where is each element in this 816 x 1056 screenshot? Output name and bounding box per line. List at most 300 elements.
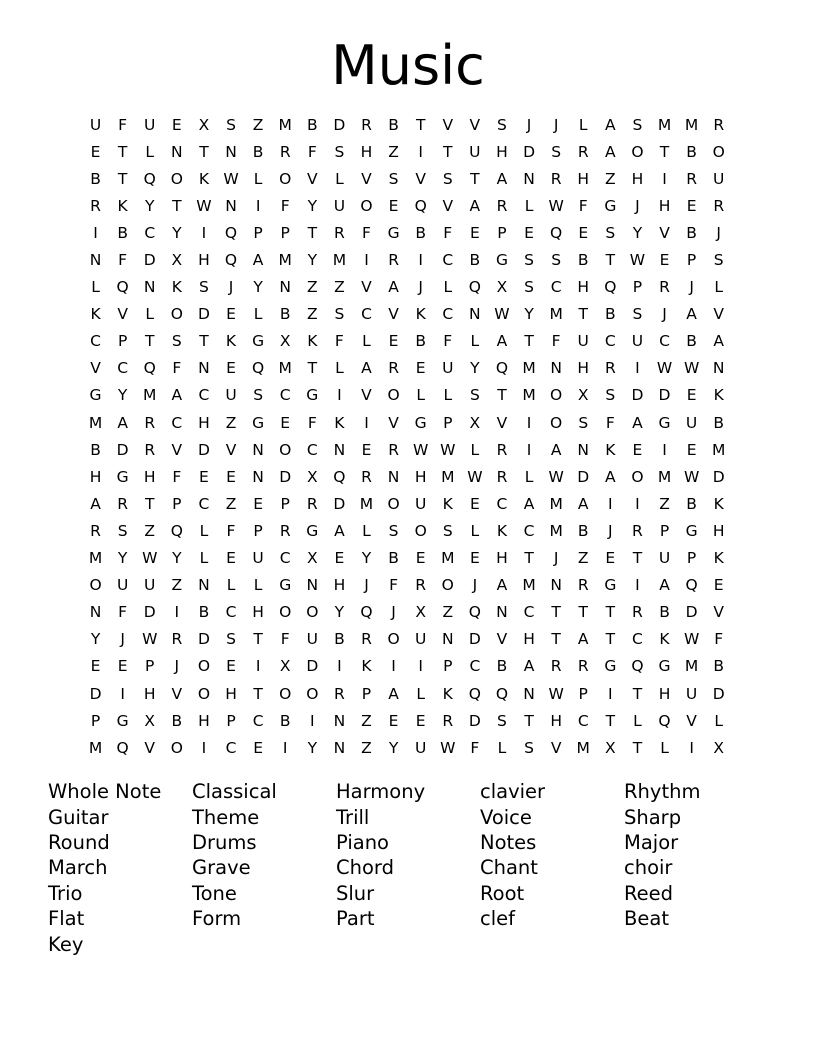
grid-letter: K	[415, 305, 426, 324]
grid-letter: R	[496, 196, 508, 215]
grid-letter: W	[494, 305, 510, 324]
grid-letter: D	[712, 467, 725, 486]
grid-letter: D	[712, 684, 725, 703]
word-item: Chord	[336, 856, 394, 880]
grid-letter: D	[523, 142, 536, 161]
grid-letter: R	[171, 630, 183, 649]
grid-letter: E	[415, 359, 426, 378]
grid-letter: Z	[225, 413, 237, 432]
grid-letter: W	[467, 467, 483, 486]
grid-letter: W	[142, 549, 158, 568]
grid-letter: M	[522, 576, 536, 595]
grid-letter: V	[90, 359, 101, 378]
grid-letter: L	[145, 305, 155, 324]
word-item: Round	[48, 830, 110, 854]
grid-letter: K	[713, 549, 724, 568]
grid-letter: V	[496, 630, 508, 649]
grid-letter: A	[496, 576, 508, 595]
grid-letter: E	[253, 494, 263, 513]
grid-row	[82, 301, 732, 328]
grid-letter: R	[334, 684, 345, 703]
grid-letter: F	[172, 359, 182, 378]
grid-letter: S	[632, 305, 643, 324]
grid-letter: C	[198, 494, 210, 513]
grid-letter: Q	[468, 684, 481, 703]
grid-letter: Q	[468, 603, 481, 622]
grid-letter: R	[632, 603, 643, 622]
grid-letter: Q	[116, 278, 129, 297]
grid-letter: K	[713, 494, 724, 513]
grid-letter: V	[713, 305, 724, 324]
letter-grid	[82, 111, 732, 761]
grid-letter: D	[685, 603, 698, 622]
grid-row	[82, 734, 732, 761]
grid-letter: Z	[171, 576, 183, 595]
grid-letter: M	[332, 251, 347, 270]
grid-letter: I	[282, 738, 288, 757]
word-row	[48, 830, 788, 855]
grid-row	[82, 463, 732, 490]
grid-row	[82, 246, 732, 273]
grid-letter: O	[170, 169, 183, 188]
grid-letter: Y	[90, 630, 101, 649]
grid-letter: L	[470, 332, 480, 351]
grid-letter: M	[88, 738, 103, 757]
grid-letter: O	[170, 305, 183, 324]
grid-letter: Q	[631, 657, 644, 676]
grid-letter: T	[199, 142, 209, 161]
grid-letter: G	[252, 332, 265, 351]
grid-letter: Y	[172, 223, 182, 242]
grid-letter: I	[608, 684, 613, 703]
grid-letter: Y	[361, 549, 372, 568]
grid-letter: H	[198, 711, 210, 730]
grid-letter: E	[280, 413, 291, 432]
grid-letter: A	[523, 657, 535, 676]
grid-letter: N	[306, 576, 319, 595]
word-item: Reed	[624, 881, 674, 905]
grid-letter: I	[418, 657, 423, 676]
grid-letter: K	[496, 521, 508, 540]
grid-letter: V	[686, 711, 697, 730]
grid-letter: N	[89, 251, 102, 270]
grid-letter: A	[659, 576, 670, 595]
grid-letter: J	[120, 630, 125, 649]
grid-letter: D	[468, 630, 481, 649]
grid-letter: C	[604, 332, 616, 351]
grid-letter: S	[171, 332, 182, 351]
grid-letter: P	[90, 711, 101, 730]
grid-letter: D	[197, 630, 210, 649]
grid-letter: F	[551, 332, 561, 351]
grid-letter: S	[497, 115, 507, 134]
grid-letter: B	[171, 711, 183, 730]
grid-letter: I	[337, 657, 342, 676]
grid-letter: I	[526, 440, 532, 459]
grid-letter: U	[577, 332, 589, 351]
grid-letter: S	[551, 251, 562, 270]
grid-letter: X	[171, 251, 183, 270]
grid-letter: O	[197, 684, 211, 703]
grid-letter: N	[171, 142, 183, 161]
grid-letter: N	[333, 440, 346, 459]
grid-letter: V	[171, 684, 183, 703]
grid-letter: N	[523, 169, 535, 188]
grid-letter: B	[686, 494, 697, 513]
grid-letter: J	[608, 521, 613, 540]
grid-letter: I	[255, 657, 261, 676]
grid-letter: L	[497, 738, 507, 757]
grid-letter: P	[686, 549, 697, 568]
grid-letter: R	[713, 196, 725, 215]
grid-letter: T	[551, 603, 561, 622]
grid-letter: S	[199, 278, 209, 297]
grid-letter: E	[388, 332, 399, 351]
grid-letter: K	[117, 196, 128, 215]
grid-letter: T	[524, 711, 534, 730]
grid-letter: G	[685, 521, 698, 540]
grid-letter: B	[90, 169, 101, 188]
grid-letter: R	[279, 521, 291, 540]
grid-letter: T	[443, 142, 453, 161]
grid-letter: G	[306, 521, 319, 540]
grid-letter: B	[577, 521, 589, 540]
grid-letter: W	[629, 251, 646, 270]
grid-letter: E	[415, 711, 426, 730]
grid-letter: P	[686, 251, 697, 270]
grid-letter: C	[361, 305, 372, 324]
grid-letter: T	[632, 549, 643, 568]
grid-letter: Z	[577, 549, 589, 568]
grid-letter: G	[387, 223, 400, 242]
grid-letter: M	[278, 251, 292, 270]
grid-letter: X	[198, 115, 210, 134]
grid-letter: G	[658, 413, 671, 432]
grid-letter: R	[144, 440, 156, 459]
grid-row	[82, 599, 732, 626]
grid-letter: I	[391, 657, 396, 676]
grid-letter: C	[523, 603, 535, 622]
grid-letter: H	[631, 169, 644, 188]
grid-letter: C	[252, 711, 264, 730]
grid-letter: R	[334, 223, 345, 242]
word-row	[48, 779, 788, 804]
grid-letter: Z	[252, 115, 264, 134]
grid-letter: P	[443, 413, 453, 432]
grid-letter: Q	[495, 684, 509, 703]
grid-letter: S	[524, 251, 534, 270]
grid-letter: B	[415, 223, 426, 242]
grid-letter: F	[443, 332, 453, 351]
grid-letter: Q	[333, 467, 346, 486]
grid-letter: C	[442, 305, 454, 324]
grid-letter: Y	[470, 359, 480, 378]
grid-letter: M	[88, 549, 103, 568]
grid-letter: R	[144, 413, 156, 432]
grid-letter: V	[361, 169, 372, 188]
grid-letter: M	[143, 386, 157, 405]
grid-letter: B	[252, 142, 264, 161]
grid-letter: D	[89, 684, 102, 703]
grid-row	[82, 409, 732, 436]
grid-letter: T	[632, 684, 643, 703]
grid-letter: R	[550, 169, 562, 188]
grid-letter: T	[199, 332, 209, 351]
grid-letter: C	[496, 494, 508, 513]
grid-letter: M	[712, 440, 726, 459]
grid-letter: L	[660, 738, 669, 757]
grid-letter: K	[713, 386, 724, 405]
grid-letter: Q	[550, 223, 563, 242]
grid-letter: E	[117, 657, 128, 676]
grid-letter: N	[143, 278, 156, 297]
grid-letter: N	[333, 738, 346, 757]
grid-letter: J	[553, 549, 559, 568]
grid-letter: C	[577, 711, 589, 730]
grid-row	[82, 436, 732, 463]
grid-letter: X	[713, 738, 725, 757]
grid-letter: Q	[224, 223, 238, 242]
grid-row	[82, 274, 732, 301]
grid-letter: E	[524, 223, 534, 242]
grid-letter: L	[335, 169, 344, 188]
grid-row	[82, 328, 732, 355]
grid-letter: M	[441, 549, 455, 568]
grid-letter: Y	[524, 305, 534, 324]
grid-letter: O	[360, 196, 373, 215]
grid-letter: R	[415, 576, 427, 595]
grid-letter: R	[442, 711, 454, 730]
grid-letter: M	[278, 359, 292, 378]
grid-letter: K	[605, 440, 616, 459]
grid-letter: G	[279, 576, 292, 595]
grid-letter: I	[255, 196, 261, 215]
grid-letter: E	[226, 549, 236, 568]
grid-letter: T	[307, 223, 318, 242]
grid-letter: U	[144, 115, 156, 134]
grid-letter: H	[198, 251, 210, 270]
grid-letter: U	[414, 738, 427, 757]
grid-letter: L	[362, 332, 371, 351]
grid-letter: Y	[253, 278, 263, 297]
grid-letter: S	[226, 115, 236, 134]
grid-letter: L	[145, 142, 155, 161]
grid-letter: I	[418, 251, 423, 270]
grid-letter: F	[307, 142, 317, 161]
grid-letter: N	[469, 305, 481, 324]
grid-row	[82, 355, 732, 382]
grid-letter: K	[198, 169, 209, 188]
grid-letter: A	[632, 413, 643, 432]
grid-letter: I	[608, 494, 613, 513]
grid-letter: U	[469, 142, 481, 161]
grid-letter: P	[253, 521, 263, 540]
word-item: Key	[48, 932, 84, 956]
grid-letter: P	[443, 657, 453, 676]
grid-letter: E	[605, 549, 616, 568]
grid-letter: X	[279, 657, 291, 676]
grid-letter: R	[496, 467, 508, 486]
grid-letter: V	[117, 305, 128, 324]
grid-letter: T	[145, 494, 155, 513]
grid-letter: B	[334, 630, 345, 649]
grid-letter: F	[605, 413, 615, 432]
grid-letter: G	[414, 413, 427, 432]
grid-letter: E	[469, 223, 480, 242]
grid-letter: E	[226, 467, 236, 486]
grid-letter: V	[415, 169, 426, 188]
grid-letter: K	[307, 332, 318, 351]
grid-letter: T	[145, 332, 155, 351]
grid-letter: R	[496, 440, 508, 459]
grid-letter: B	[469, 251, 481, 270]
grid-letter: C	[225, 603, 237, 622]
grid-letter: S	[551, 142, 562, 161]
grid-letter: H	[577, 359, 590, 378]
grid-letter: E	[226, 305, 236, 324]
grid-letter: B	[117, 223, 128, 242]
grid-letter: N	[333, 711, 346, 730]
grid-letter: C	[523, 521, 535, 540]
grid-letter: T	[524, 549, 534, 568]
grid-letter: Z	[442, 603, 454, 622]
word-item: Sharp	[624, 805, 682, 829]
grid-letter: J	[472, 576, 478, 595]
grid-letter: H	[143, 467, 156, 486]
word-item: Voice	[480, 805, 532, 829]
grid-letter: L	[714, 278, 724, 297]
word-item: Theme	[192, 805, 260, 829]
grid-letter: O	[387, 386, 400, 405]
grid-letter: U	[442, 359, 454, 378]
grid-letter: W	[683, 359, 700, 378]
grid-letter: W	[548, 684, 564, 703]
grid-letter: X	[415, 603, 426, 622]
grid-letter: T	[605, 251, 616, 270]
grid-letter: Q	[252, 359, 265, 378]
grid-letter: M	[522, 386, 536, 405]
grid-letter: V	[713, 603, 724, 622]
grid-letter: E	[253, 738, 263, 757]
grid-letter: M	[278, 115, 292, 134]
grid-letter: O	[279, 440, 292, 459]
grid-letter: U	[685, 684, 698, 703]
grid-letter: B	[388, 549, 399, 568]
grid-letter: G	[116, 467, 129, 486]
grid-letter: D	[631, 386, 644, 405]
grid-letter: S	[605, 386, 616, 405]
grid-letter: S	[605, 223, 616, 242]
grid-letter: E	[226, 657, 236, 676]
word-item: Notes	[480, 830, 537, 854]
grid-letter: S	[117, 521, 128, 540]
grid-letter: C	[198, 386, 210, 405]
grid-letter: A	[605, 142, 616, 161]
grid-letter: V	[361, 386, 372, 405]
grid-letter: L	[443, 386, 453, 405]
grid-letter: E	[632, 440, 643, 459]
grid-letter: R	[577, 657, 589, 676]
grid-letter: H	[89, 467, 102, 486]
grid-letter: D	[468, 711, 481, 730]
grid-letter: T	[551, 630, 561, 649]
grid-letter: B	[605, 305, 616, 324]
word-item: Piano	[336, 830, 389, 854]
grid-letter: B	[686, 332, 697, 351]
grid-letter: F	[226, 521, 236, 540]
grid-letter: Y	[145, 196, 155, 215]
grid-letter: R	[90, 196, 101, 215]
grid-letter: R	[577, 576, 589, 595]
grid-letter: L	[199, 549, 209, 568]
grid-letter: H	[496, 142, 508, 161]
grid-letter: H	[333, 576, 346, 595]
grid-letter: P	[578, 684, 588, 703]
grid-letter: K	[361, 657, 372, 676]
grid-letter: X	[496, 278, 508, 297]
grid-row	[82, 626, 732, 653]
grid-letter: M	[88, 413, 103, 432]
grid-letter: E	[469, 494, 480, 513]
grid-letter: B	[496, 657, 508, 676]
grid-letter: N	[198, 576, 210, 595]
grid-letter: N	[252, 440, 264, 459]
grid-letter: P	[280, 494, 290, 513]
word-item: clavier	[480, 780, 546, 804]
grid-letter: C	[117, 359, 129, 378]
grid-letter: C	[469, 657, 481, 676]
grid-letter: W	[142, 630, 158, 649]
word-item: Beat	[624, 907, 669, 931]
grid-letter: T	[578, 305, 588, 324]
grid-letter: O	[631, 142, 644, 161]
grid-letter: W	[548, 196, 564, 215]
grid-letter: D	[333, 494, 346, 513]
grid-letter: R	[306, 494, 318, 513]
grid-letter: Y	[307, 738, 318, 757]
page-title: Music	[331, 34, 485, 97]
word-item: Harmony	[336, 780, 426, 804]
grid-letter: R	[388, 359, 399, 378]
grid-letter: A	[605, 467, 616, 486]
grid-letter: L	[443, 278, 453, 297]
grid-letter: L	[633, 711, 642, 730]
grid-letter: Y	[632, 223, 643, 242]
grid-letter: J	[662, 305, 667, 324]
grid-letter: A	[496, 169, 508, 188]
grid-letter: M	[441, 467, 455, 486]
grid-letter: I	[310, 711, 315, 730]
grid-letter: O	[306, 684, 319, 703]
grid-letter: S	[524, 738, 534, 757]
grid-letter: I	[662, 440, 667, 459]
grid-letter: A	[90, 494, 101, 513]
grid-letter: L	[578, 115, 588, 134]
grid-letter: U	[252, 549, 264, 568]
grid-letter: I	[174, 603, 180, 622]
grid-letter: W	[223, 169, 239, 188]
grid-letter: A	[605, 115, 616, 134]
grid-letter: M	[684, 115, 699, 134]
grid-letter: S	[469, 386, 480, 405]
grid-letter: Z	[334, 278, 345, 297]
grid-letter: Q	[685, 576, 698, 595]
grid-letter: U	[225, 386, 237, 405]
grid-letter: C	[90, 332, 101, 351]
grid-letter: C	[442, 251, 454, 270]
word-item: Tone	[192, 881, 237, 905]
grid-letter: N	[252, 467, 264, 486]
